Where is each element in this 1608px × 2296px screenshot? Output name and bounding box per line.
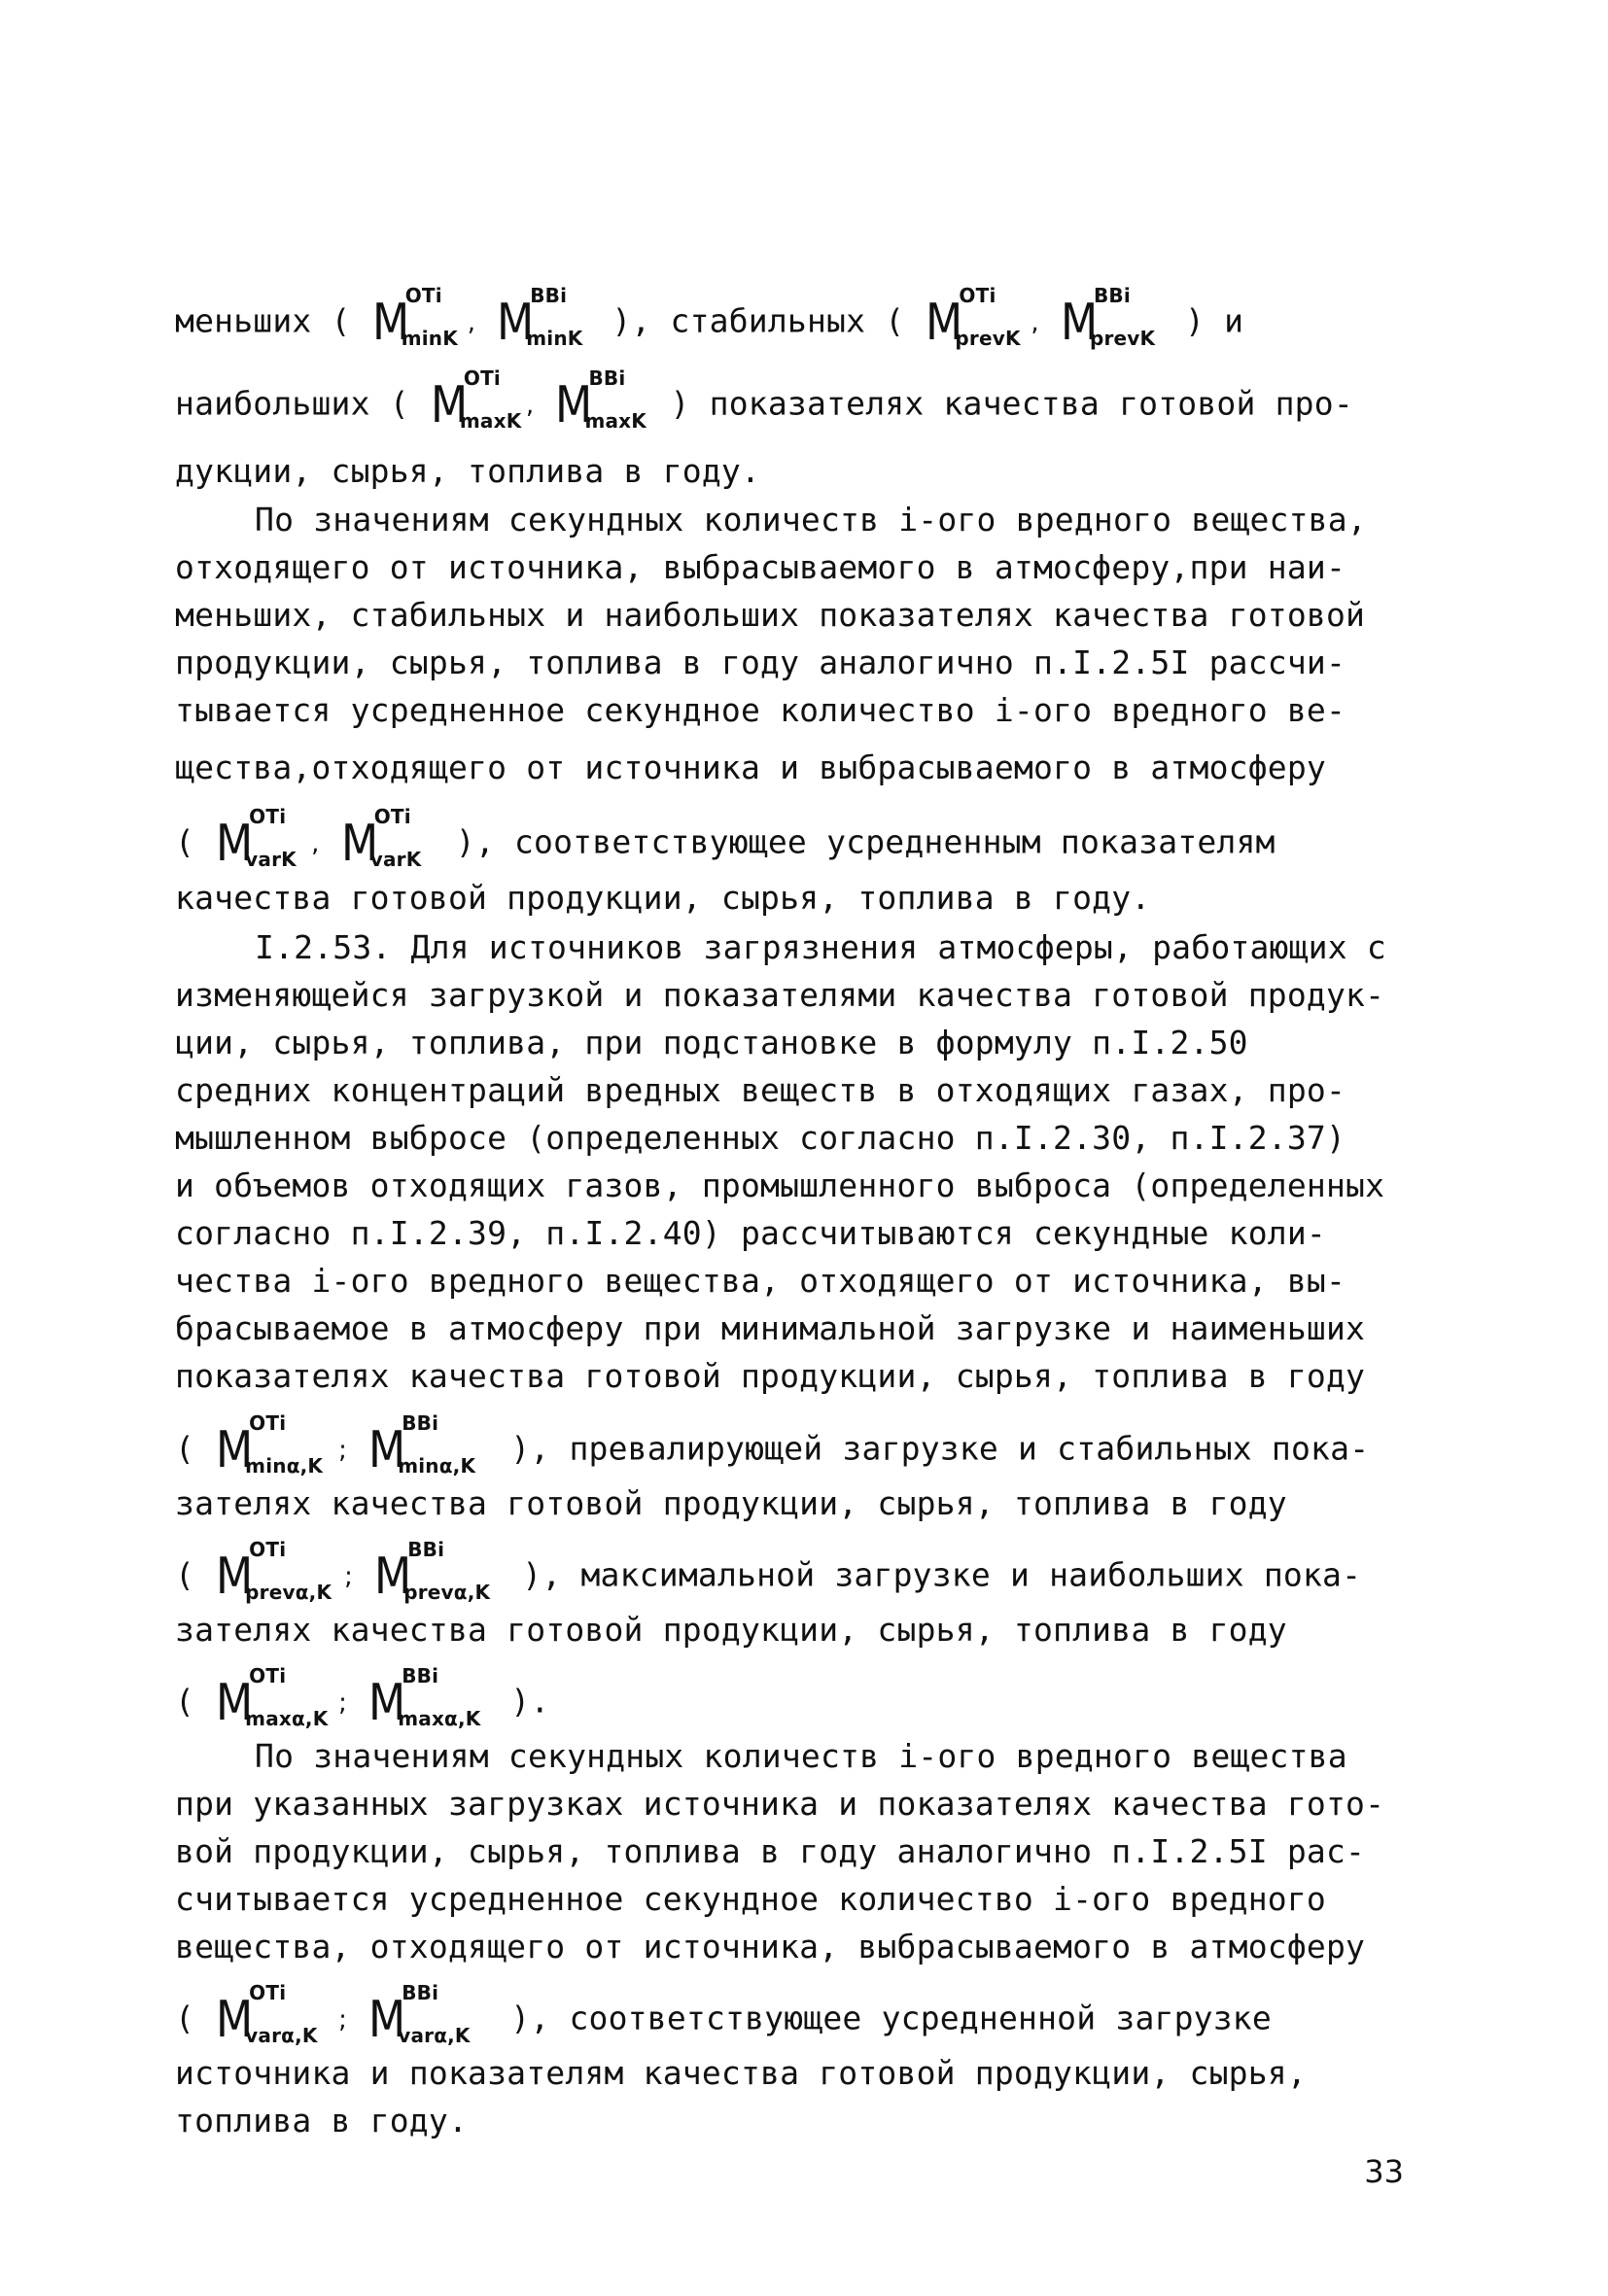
text-line: тывается усредненное секундное количество i-ого вредного ве-: [175, 691, 1346, 729]
text-segment: (: [175, 1555, 195, 1594]
formula-sub: minα,K: [245, 1454, 324, 1478]
formula-sub: prevK: [955, 327, 1021, 350]
text-line: согласно п.I.2.39, п.I.2.40) рассчитываются секундные коли-: [175, 1214, 1326, 1252]
text-line: [175, 284, 1244, 354]
formula-sup: OTi: [249, 1411, 287, 1435]
formula-m-ot-min: [371, 284, 466, 354]
separator: ,: [1031, 308, 1039, 337]
formula-base: M: [430, 376, 469, 435]
formula-base: M: [340, 815, 379, 873]
text-line: [175, 1664, 550, 1734]
text-segment: ), соответствующее усредненным показателям: [455, 822, 1276, 861]
formula-sub: varK: [369, 848, 422, 871]
formula-sub: varα,K: [398, 2024, 471, 2047]
text-segment: ), соответствующее усредненной загрузке: [510, 1999, 1272, 2037]
document-page: [175, 0, 1410, 2296]
formula-sub: prevK: [1089, 327, 1156, 350]
text-line: топлива в году.: [175, 2102, 469, 2139]
formula-sub: prevα,K: [403, 1581, 491, 1604]
formula-base: M: [216, 815, 254, 873]
formula-sup: OTi: [404, 284, 442, 307]
text-line: мышленном выбросе (определенных согласно п.I.2.30, п.I.2.37): [175, 1119, 1346, 1157]
formula-base: M: [497, 294, 535, 352]
text-line: вещества, отходящего от источника, выбрасываемого в атмосферу: [175, 1928, 1366, 1966]
text-segment: (: [175, 1682, 195, 1721]
formula-m-vv-prev: [1060, 284, 1164, 354]
formula-m-vv-prev-a: [374, 1538, 501, 1608]
text-segment: ).: [510, 1682, 550, 1721]
formula-base: M: [216, 1548, 254, 1606]
formula-sup: ВВi: [530, 284, 568, 307]
text-line: продукции, сырья, топлива в году аналогично п.I.2.5I рассчи-: [175, 644, 1346, 681]
formula-base: M: [216, 1674, 254, 1732]
formula-base: M: [368, 1991, 406, 2049]
separator: ,: [525, 391, 535, 420]
text-line: считывается усредненное секундное количество i-ого вредного: [175, 1880, 1326, 1918]
formula-m-vv-min-a: [368, 1411, 489, 1481]
page-number: 33: [1364, 2153, 1404, 2190]
text-line: ции, сырья, топлива, при подстановке в формулу п.I.2.50: [175, 1024, 1248, 1061]
formula-sup: OTi: [373, 805, 411, 828]
text-line: при указанных загрузках источника и показателях качества гото-: [175, 1785, 1385, 1823]
formula-base: M: [1060, 294, 1099, 352]
formula-sup: ВВi: [402, 1664, 439, 1687]
text-line: щества,отходящего от источника и выбрасываемого в атмосферу: [175, 748, 1326, 786]
formula-base: M: [368, 1674, 406, 1732]
text-line: средних концентраций вредных веществ в отходящих газах, про-: [175, 1071, 1346, 1109]
formula-m-vv-var-a: [368, 1981, 489, 2051]
formula-m-ot-var-2: [340, 805, 435, 875]
text-segment: ) и: [1185, 301, 1244, 340]
text-line: По значениям секундных количеств i-ого вредного вещества,: [255, 501, 1367, 539]
formula-sup: OTi: [249, 1538, 287, 1561]
formula-sub: maxK: [584, 409, 647, 433]
formula-m-ot-min-a: [216, 1411, 336, 1481]
formula-m-ot-max: [430, 366, 524, 436]
text-line: изменяющейся загрузкой и показателями качества готовой продук-: [175, 976, 1385, 1014]
formula-m-ot-var-a: [216, 1981, 336, 2051]
text-segment: меньших (: [175, 301, 351, 340]
text-line: меньших, стабильных и наибольших показателях качества готовой: [175, 596, 1366, 634]
text-line: зателях качества готовой продукции, сырья, топлива в году: [175, 1484, 1287, 1522]
formula-sub: prevα,K: [245, 1581, 332, 1604]
formula-sub: minK: [526, 327, 583, 350]
separator: ,: [311, 829, 320, 858]
separator: ;: [344, 1562, 354, 1591]
text-line: [175, 805, 1276, 875]
text-line: отходящего от источника, выбрасываемого в атмосферу,при наи-: [175, 548, 1346, 586]
formula-m-vv-max: [555, 366, 648, 436]
text-line: дукции, сырья, топлива в году.: [175, 452, 761, 490]
formula-sub: varα,K: [245, 2024, 318, 2047]
text-segment: (: [175, 1429, 195, 1468]
formula-m-ot-prev-a: [216, 1538, 342, 1608]
formula-sup: OTi: [249, 805, 287, 828]
text-segment: наибольших (: [175, 384, 409, 423]
text-line: вой продукции, сырья, топлива в году аналогично п.I.2.5I рас-: [175, 1832, 1366, 1870]
text-segment: ) показателях качества готовой про-: [670, 384, 1353, 423]
formula-sub: maxα,K: [245, 1707, 329, 1730]
formula-sup: ВВi: [588, 366, 626, 390]
formula-sub: varK: [245, 848, 297, 871]
separator: ,: [467, 308, 476, 337]
formula-base: M: [371, 294, 410, 352]
formula-m-vv-min: [497, 284, 590, 354]
formula-sup: OTi: [249, 1664, 287, 1687]
text-segment: (: [175, 822, 195, 861]
formula-sub: maxK: [459, 409, 522, 433]
text-line: и объемов отходящих газов, промышленного выброса (определенных: [175, 1166, 1385, 1204]
formula-sub: maxα,K: [398, 1707, 481, 1730]
text-line: зателях качества готовой продукции, сырья, топлива в году: [175, 1611, 1287, 1649]
formula-m-ot-var: [216, 805, 309, 875]
text-line: качества готовой продукции, сырья, топлива в году.: [175, 879, 1151, 917]
separator: ;: [338, 2005, 348, 2035]
text-line: [175, 366, 1353, 436]
formula-sub: minα,K: [398, 1454, 476, 1478]
formula-sup: ВВi: [407, 1538, 445, 1561]
text-line: [175, 1981, 1272, 2051]
formula-base: M: [216, 1421, 254, 1479]
formula-sup: OTi: [249, 1981, 287, 2004]
text-line: I.2.53. Для источников загрязнения атмосферы, работающих с: [255, 928, 1386, 966]
formula-sup: ВВi: [402, 1981, 439, 2004]
text-line: чества i-ого вредного вещества, отходящего от источника, вы-: [175, 1262, 1346, 1300]
text-line: [175, 1411, 1370, 1481]
text-line: показателях качества готовой продукции, сырья, топлива в году: [175, 1357, 1366, 1395]
text-line: брасываемое в атмосферу при минимальной загрузке и наименьших: [175, 1309, 1366, 1347]
formula-base: M: [374, 1548, 412, 1606]
formula-sup: OTi: [463, 366, 501, 390]
formula-m-ot-prev: [926, 284, 1029, 354]
separator: ;: [338, 1436, 348, 1465]
formula-sup: ВВi: [1093, 284, 1131, 307]
formula-m-vv-max-a: [368, 1664, 489, 1734]
text-line: [175, 1538, 1362, 1608]
formula-m-ot-max-a: [216, 1664, 336, 1734]
separator: ;: [338, 1688, 348, 1718]
formula-sub: minK: [401, 327, 458, 350]
text-line: По значениям секундных количеств i-ого вредного вещества: [255, 1737, 1347, 1775]
text-line: источника и показателям качества готовой продукции, сырья,: [175, 2054, 1307, 2092]
text-segment: ), стабильных (: [612, 301, 905, 340]
text-segment: ), превалирующей загрузке и стабильных пока-: [510, 1429, 1370, 1468]
formula-base: M: [368, 1421, 406, 1479]
text-segment: (: [175, 1999, 195, 2037]
formula-base: M: [216, 1991, 254, 2049]
formula-sup: ВВi: [402, 1411, 439, 1435]
formula-sup: OTi: [959, 284, 996, 307]
formula-base: M: [926, 294, 963, 352]
formula-base: M: [555, 376, 593, 435]
text-segment: ), максимальной загрузке и наибольших пока-: [522, 1555, 1362, 1594]
